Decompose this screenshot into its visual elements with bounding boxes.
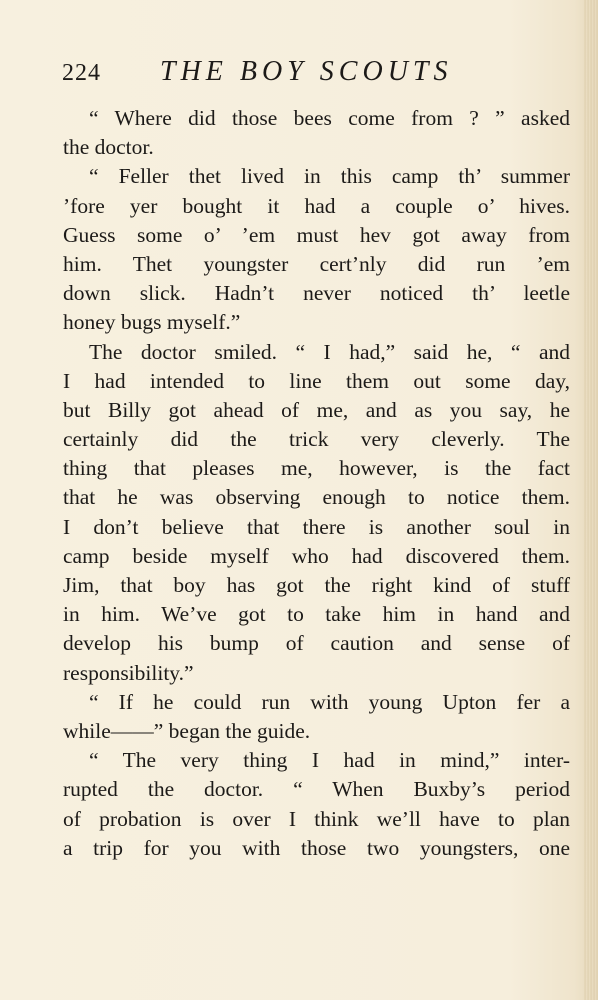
text-line: “ Where did those bees come from ? ” asked [89, 106, 570, 130]
text-line: certainly did the trick very cleverly. The [63, 427, 570, 452]
text-line: “ The very thing I had in mind,” inter- [89, 748, 570, 773]
text-line: ’fore yer bought it had a couple o’ hives. [63, 193, 570, 218]
text-line: Jim, that boy has got the right kind of stuff [63, 573, 570, 597]
text-line: “ Feller thet lived in this camp th’ summer [89, 164, 570, 189]
text-line: him. Thet youngster cert’nly did run ’em [63, 251, 570, 276]
page-header [62, 56, 522, 96]
page-number: 224 [62, 60, 101, 86]
text-line: a trip for you with those two youngsters, one [63, 835, 570, 860]
page-edge [584, 0, 598, 1000]
body-text [63, 104, 570, 863]
text-line: thing that pleases me, however, is the fact [63, 456, 570, 481]
text-line: rupted the doctor. “ When Buxby’s period [63, 777, 570, 802]
text-line: of probation is over I think we’ll have to plan [63, 806, 570, 831]
running-title: THE BOY SCOUTS [160, 56, 453, 87]
text-line: develop his bump of caution and sense of [63, 631, 570, 656]
text-line: while——” began the guide. [63, 718, 311, 743]
text-line: Guess some o’ ’em must hev got away from [63, 222, 570, 247]
text-line: I don’t believe that there is another soul in [63, 514, 570, 539]
text-line: camp beside myself who had discovered them. [63, 543, 570, 568]
text-line: The doctor smiled. “ I had,” said he, “ and [89, 339, 570, 364]
text-line: that he was observing enough to notice them. [63, 485, 570, 510]
text-line: down slick. Hadn’t never noticed th’ leetle [63, 281, 570, 306]
text-line: responsibility.” [63, 660, 194, 685]
text-line: but Billy got ahead of me, and as you say, he [63, 397, 570, 422]
text-line: “ If he could run with young Upton fer a [89, 689, 570, 714]
text-line: the doctor. [63, 135, 154, 160]
text-line: in him. We’ve got to take him in hand and [63, 602, 570, 627]
text-line: I had intended to line them out some day, [63, 368, 570, 393]
text-line: honey bugs myself.” [63, 310, 241, 335]
